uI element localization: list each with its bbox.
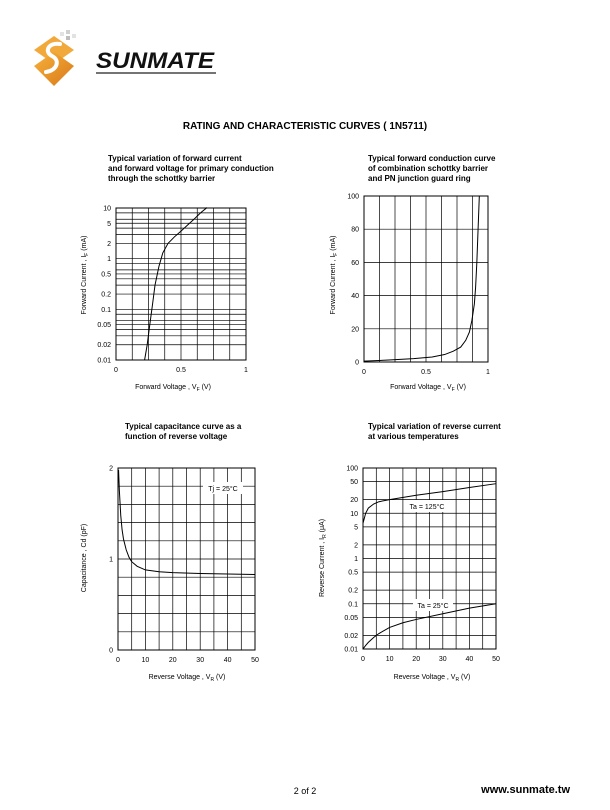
- c4-ytick-label: 50: [350, 479, 358, 487]
- c3-xtick-label: 20: [168, 657, 177, 664]
- c1-ytick-label: 0.5: [101, 271, 111, 279]
- chart-1-title: Typical variation of forward current and forward voltage for primary conduction through the schottky barrier: [108, 154, 274, 183]
- c4-ytick-label: 10: [350, 510, 358, 518]
- c4-xtick-label: 10: [385, 656, 394, 663]
- c4-xtick-label: 40: [465, 656, 474, 663]
- chart-2-x-axis-label: Forward Voltage , $V_F$ (V): [390, 384, 466, 393]
- chart-4-x-axis-label: Reverse Voltage , $V_R$ (V): [393, 674, 471, 683]
- c2-ytick-label: 0: [355, 359, 359, 367]
- c1-ytick-label: 0.05: [97, 322, 111, 330]
- c2-ytick-label: 40: [351, 293, 359, 301]
- c1-ytick-label: 2: [107, 240, 111, 248]
- page-title: RATING AND CHARACTERISTIC CURVES ( 1N5711): [182, 121, 428, 132]
- c4-ytick-label: 20: [350, 497, 358, 505]
- c1-ytick-label: 0.1: [101, 306, 111, 314]
- chart-4-xticks: [361, 656, 500, 663]
- c4-ytick-label: 0.1: [348, 601, 358, 609]
- c1-ytick-label: 0.01: [97, 357, 111, 365]
- c2-ytick-label: 20: [351, 326, 359, 334]
- website-url: www.sunmate.tw: [481, 784, 570, 796]
- c3-xtick-label: 50: [251, 657, 259, 664]
- chart-3-y-axis-label: Capacitance , Cd (pF): [81, 523, 88, 593]
- chart-3-title: Typical capacitance curve as a function of reverse voltage: [125, 422, 242, 441]
- c3-ytick-label: 2: [109, 465, 113, 473]
- c3-xtick-label: 0: [116, 657, 120, 664]
- c4-ytick-label: 0.01: [344, 646, 358, 654]
- c1-xtick-label: 0: [114, 367, 118, 374]
- chart-2-title: Typical forward conduction curve of combination schottky barrier and PN junction guard ring: [368, 154, 496, 183]
- chart-1-xticks: [114, 367, 248, 374]
- c3-xtick-label: 40: [223, 657, 232, 664]
- c4-ytick-label: 5: [354, 524, 358, 532]
- chart-1: [70, 190, 270, 400]
- c1-ytick-label: 0.2: [101, 291, 111, 299]
- logo-graphic: [30, 28, 220, 90]
- c2-xtick-label: 1: [486, 369, 490, 376]
- c2-ytick-label: 60: [351, 259, 359, 267]
- chart-2-grid: [364, 196, 488, 362]
- chart-2: [320, 190, 520, 400]
- chart-1-y-axis-label: Forward Current , $I_F$ (mA): [81, 235, 90, 315]
- chart-2-y-axis-label: Forward Current , $I_F$ (mA): [330, 235, 339, 315]
- c2-xtick-label: 0.5: [421, 369, 431, 376]
- sunmate-logo: [30, 28, 220, 90]
- c1-xtick-label: 0.5: [176, 367, 186, 374]
- c4-xtick-label: 20: [412, 656, 421, 663]
- c1-ytick-label: 10: [103, 205, 111, 213]
- c3-ytick-label: 0: [109, 647, 113, 655]
- chart-2-yticks: [347, 194, 359, 367]
- chart-2-xticks: [362, 369, 490, 376]
- chart-3-grid: [118, 468, 255, 650]
- c1-ytick-label: 0.02: [97, 342, 111, 350]
- chart-3-x-axis-label: Reverse Voltage , $V_R$ (V): [148, 674, 226, 683]
- c4-ytick-label: 100: [346, 465, 358, 473]
- c4-ytick-label: 0.02: [344, 632, 358, 640]
- chart-4-title: Typical variation of reverse current at various temperatures: [368, 422, 501, 441]
- c4-ytick-label: 0.5: [348, 569, 358, 577]
- chart-4-yticks: [344, 466, 358, 654]
- chart-4-annotation-25: Ta = 25°C: [417, 603, 449, 610]
- chart-1-series-line: [145, 208, 207, 360]
- chart-4-y-axis-label: Reverse Current , $I_R$ (μA): [319, 518, 328, 598]
- c4-ytick-label: 2: [354, 542, 358, 550]
- chart-4: [315, 458, 515, 688]
- c2-ytick-label: 80: [351, 226, 359, 234]
- c3-xtick-label: 10: [141, 657, 150, 664]
- chart-3: [70, 458, 270, 688]
- c3-xtick-label: 30: [196, 657, 205, 664]
- chart-3-annotation: Tj = 25°C: [208, 486, 238, 493]
- c1-xtick-label: 1: [244, 367, 248, 374]
- chart-1-x-axis-label: Forward Voltage , $V_F$ (V): [135, 384, 211, 393]
- c4-ytick-label: 0.2: [348, 587, 358, 595]
- c2-ytick-label: 100: [347, 193, 359, 201]
- chart-1-yticks: [97, 206, 111, 365]
- c3-ytick-label: 1: [109, 556, 113, 564]
- c4-xtick-label: 0: [361, 656, 365, 663]
- chart-4-annotation-125: Ta = 125°C: [409, 504, 445, 511]
- c2-xtick-label: 0: [362, 369, 366, 376]
- chart-2-series-line: [364, 196, 479, 361]
- chart-3-yticks: [109, 466, 113, 655]
- page-number: 2 of 2: [293, 786, 317, 796]
- c4-xtick-label: 50: [492, 656, 500, 663]
- c1-ytick-label: 5: [107, 220, 111, 228]
- c1-ytick-label: 1: [107, 256, 111, 264]
- c4-ytick-label: 0.05: [344, 614, 358, 622]
- c4-xtick-label: 30: [438, 656, 447, 663]
- chart-3-xticks: [116, 657, 259, 664]
- chart-4-grid: [363, 468, 496, 649]
- c4-ytick-label: 1: [354, 556, 358, 563]
- logo-wordmark: SUNMATE: [96, 48, 216, 73]
